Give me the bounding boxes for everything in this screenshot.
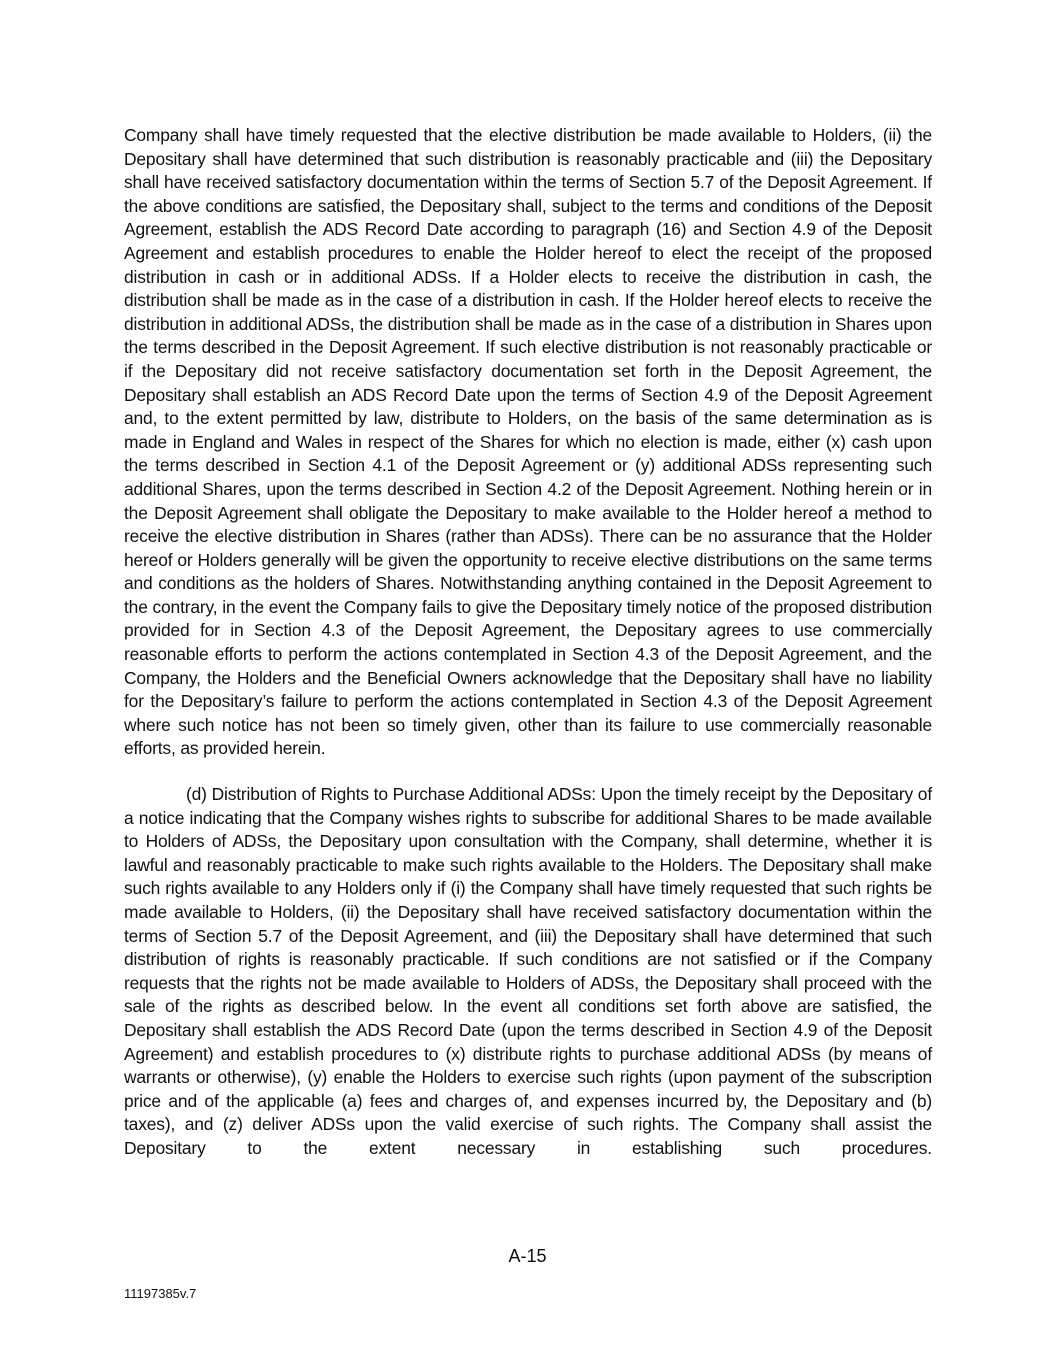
document-id-footer: 11197385v.7 [124, 1286, 197, 1301]
paragraph-c-continuation: Company shall have timely requested that the elective distribution be made available to Holders, (ii) the Depositary shall have determined that such distribution is reasonably practicable and (iii) the Depositary shall have received satisfactory documentation within the terms of Section 5.7 of the Deposit Agreement. If the above conditions are satisfied, the Depositary shall, subject to the terms and conditions of the Deposit Agreement, establish the ADS Record Date according to paragraph (16) and Section 4.9 of the Deposit Agreement and establish procedures to enable the Holder hereof to elect the receipt of the proposed distribution in cash or in additional ADSs. If a Holder elects to receive the distribution in cash, the distribution shall be made as in the case of a distribution in cash. If the Holder hereof elects to receive the distribution in additional ADSs, the distribution shall be made as in the case of a distribution in Shares upon the terms described in the Deposit Agreement. If such elective distribution is not reasonably practicable or if the Depositary did not receive satisfactory documentation set forth in the Deposit Agreement, the Depositary shall establish an ADS Record Date upon the terms of Section 4.9 of the Deposit Agreement and, to the extent permitted by law, distribute to Holders, on the basis of the same determination as is made in England and Wales in respect of the Shares for which no election is made, either (x) cash upon the terms described in Section 4.1 of the Deposit Agreement or (y) additional ADSs representing such additional Shares, upon the terms described in Section 4.2 of the Deposit Agreement. Nothing herein or in the Deposit Agreement shall obligate the Depositary to make available to the Holder hereof a method to receive the elective distribution in Shares (rather than ADSs). There can be no assurance that the Holder hereof or Holders generally will be given the opportunity to receive elective distributions on the same terms and conditions as the holders of Shares. Notwithstanding anything contained in the Deposit Agreement to the contrary, in the event the Company fails to give the Depositary timely notice of the proposed distribution provided for in Section 4.3 of the Deposit Agreement, the Depositary agrees to use commercially reasonable efforts to perform the actions contemplated in Section 4.3 of the Deposit Agreement, and the Company, the Holders and the Beneficial Owners acknowledge that the Depositary shall have no liability for the Depositary’s failure to perform the actions contemplated in Section 4.3 of the Deposit Agreement where such notice has not been so timely given, other than its failure to use commercially reasonable efforts, as provided herein. [124, 125, 932, 759]
document-body [124, 124, 932, 1161]
page-number: A-15 [508, 1246, 547, 1266]
paragraph-d-distribution-of-rights: (d) Distribution of Rights to Purchase Additional ADSs: Upon the timely receipt by the Depositary of a notice indicating that the Company wishes rights to subscribe for additional Shares to be made available to Holders of ADSs, the Depositary upon consultation with the Company, shall determine, whether it is lawful and reasonably practicable to make such rights available to the Holders. The Depositary shall make such rights available to any Holders only if (i) the Company shall have timely requested that such rights be made available to Holders, (ii) the Depositary shall have received satisfactory documentation within the terms of Section 5.7 of the Deposit Agreement, and (iii) the Depositary shall have determined that such distribution of rights is reasonably practicable. If such conditions are not satisfied or if the Company requests that the rights not be made available to Holders of ADSs, the Depositary shall proceed with the sale of the rights as described below. In the event all conditions set forth above are satisfied, the Depositary shall establish the ADS Record Date (upon the terms described in Section 4.9 of the Deposit Agreement) and establish procedures to (x) distribute rights to purchase additional ADSs (by means of warrants or otherwise), (y) enable the Holders to exercise such rights (upon payment of the subscription price and of the applicable (a) fees and charges of, and expenses incurred by, the Depositary and (b) taxes), and (z) deliver ADSs upon the valid exercise of such rights. The Company shall assist the Depositary to the extent necessary in establishing such procedures. [124, 784, 932, 1158]
